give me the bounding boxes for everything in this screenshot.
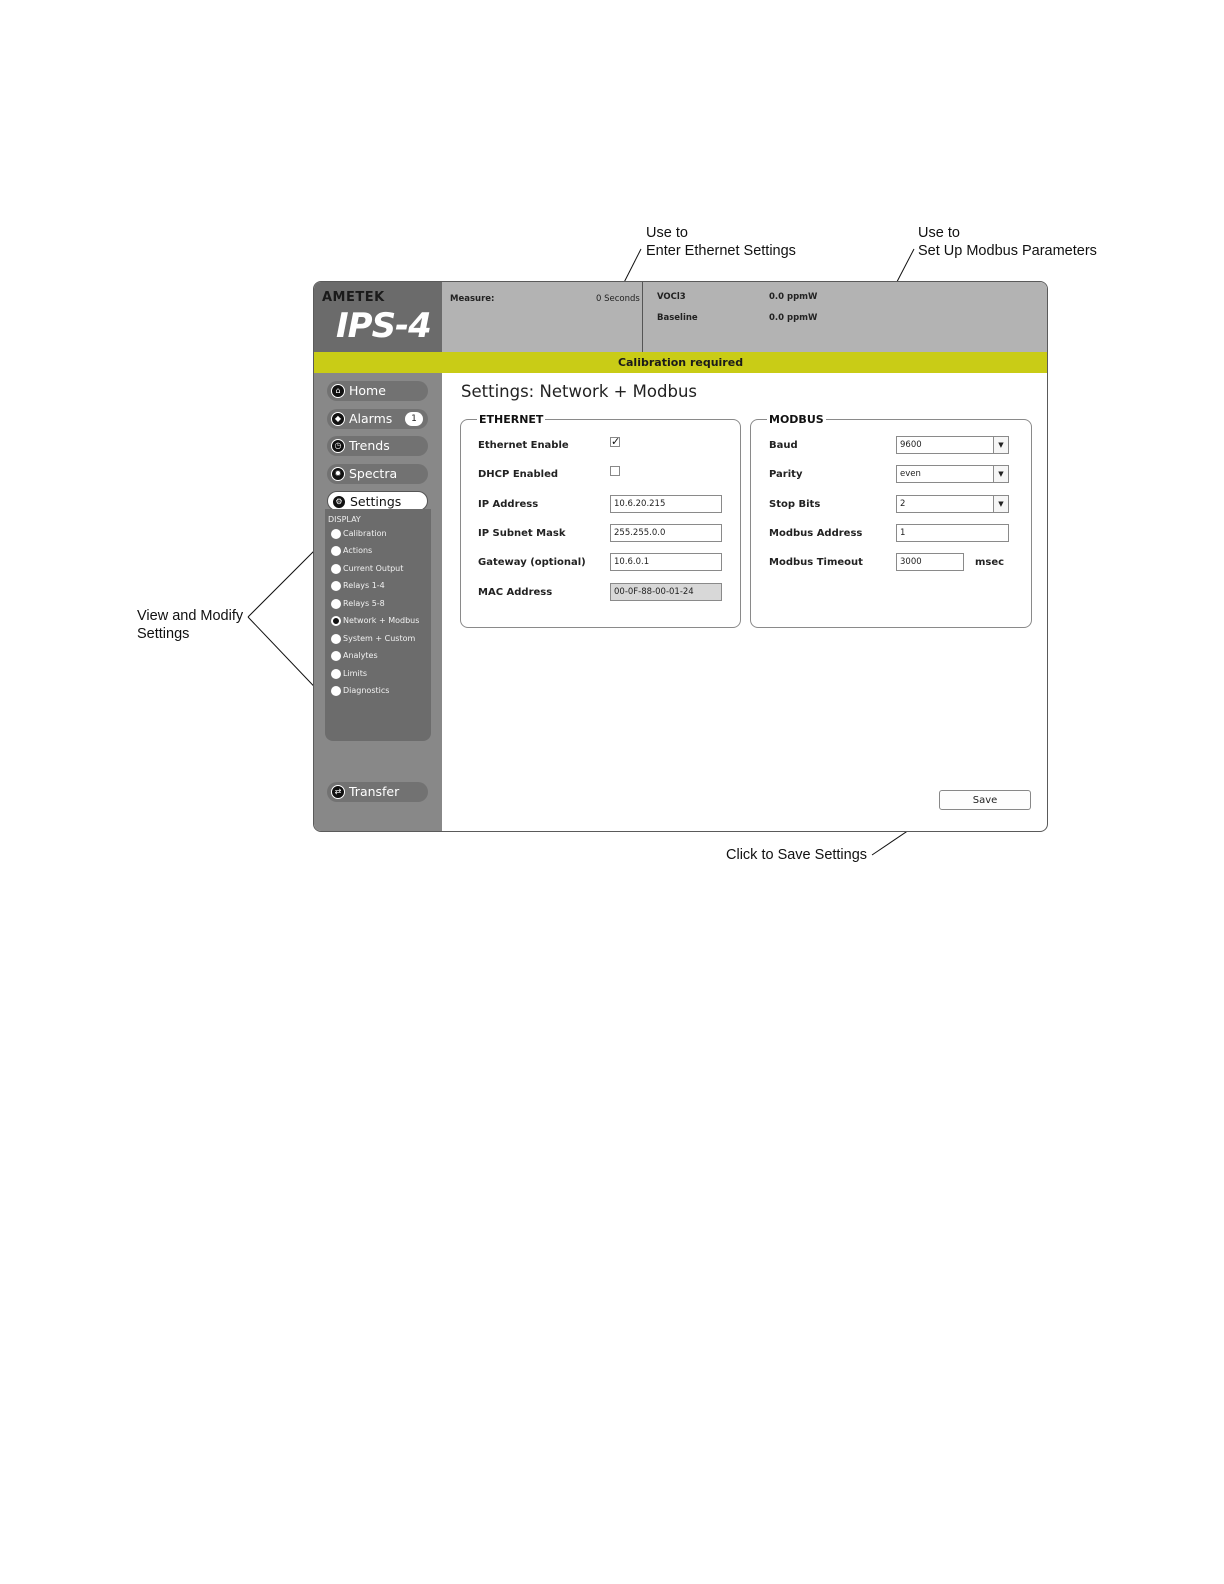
mac-address-label: MAC Address xyxy=(478,587,553,598)
callout-ethernet xyxy=(646,224,796,260)
baud-label: Baud xyxy=(769,440,798,451)
transfer-arrows-icon: ⇄ xyxy=(331,785,345,799)
analyte1-value: 0.0 ppmW xyxy=(769,292,818,302)
home-icon: ⌂ xyxy=(331,384,345,398)
nav-settings-label: Settings xyxy=(350,494,402,509)
nav-transfer-label: Transfer xyxy=(349,784,400,799)
modbus-address-label: Modbus Address xyxy=(769,528,863,539)
sidebar xyxy=(314,373,442,831)
callout-view-modify xyxy=(137,607,243,643)
ip-address-label: IP Address xyxy=(478,499,539,510)
dhcp-enabled-checkbox[interactable] xyxy=(610,466,620,476)
submenu-relays-5-8-label: Relays 5-8 xyxy=(343,599,385,608)
product-logo: IPS-4 xyxy=(336,306,431,346)
display-submenu-title: DISPLAY xyxy=(328,515,361,524)
nav-settings-button[interactable] xyxy=(327,491,428,511)
callout-modbus xyxy=(918,224,1097,260)
status-header xyxy=(442,282,1047,352)
radio-dot-icon xyxy=(331,581,341,591)
gateway-label: Gateway (optional) xyxy=(478,557,586,568)
submenu-relays-1-4-label: Relays 1-4 xyxy=(343,581,385,590)
ip-address-input[interactable]: 10.6.20.215 xyxy=(610,495,722,513)
submenu-analytes-label: Analytes xyxy=(343,651,378,660)
radio-dot-icon xyxy=(331,564,341,574)
analyte1-label: VOCl3 xyxy=(657,292,686,302)
nav-home-button[interactable] xyxy=(327,381,428,401)
submenu-limits-label: Limits xyxy=(343,669,367,678)
measure-label: Measure: xyxy=(450,294,495,304)
calibration-banner: Calibration required xyxy=(314,352,1047,373)
parity-value: even xyxy=(900,469,921,479)
callout-ethernet-line1: Use to xyxy=(646,225,688,241)
alarm-count-badge: 1 xyxy=(405,412,423,426)
nav-spectra-label: Spectra xyxy=(349,466,398,481)
ethernet-enable-label: Ethernet Enable xyxy=(478,440,569,451)
subnet-mask-label: IP Subnet Mask xyxy=(478,528,566,539)
radio-dot-icon xyxy=(331,669,341,679)
page-title: Settings: Network + Modbus xyxy=(461,382,698,401)
nav-alarms-button[interactable] xyxy=(327,409,428,429)
dhcp-enabled-label: DHCP Enabled xyxy=(478,469,559,480)
stop-bits-select[interactable] xyxy=(896,495,1009,513)
mac-address-field: 00-0F-88-00-01-24 xyxy=(610,583,722,601)
clock-icon: ◷ xyxy=(331,439,345,453)
callout-modbus-line1: Use to xyxy=(918,225,960,241)
stop-bits-label: Stop Bits xyxy=(769,499,821,510)
logo-area xyxy=(314,282,442,352)
app-window xyxy=(313,281,1048,832)
submenu-diagnostics-label: Diagnostics xyxy=(343,686,390,695)
ethernet-enable-checkbox[interactable]: ✓ xyxy=(611,435,621,448)
chevron-down-icon[interactable]: ▼ xyxy=(993,437,1008,453)
subnet-mask-input[interactable]: 255.255.0.0 xyxy=(610,524,722,542)
nav-alarms-label: Alarms xyxy=(349,411,393,426)
modbus-address-input[interactable]: 1 xyxy=(896,524,1009,542)
submenu-current-output-label: Current Output xyxy=(343,564,404,573)
analyte2-value: 0.0 ppmW xyxy=(769,313,818,323)
spectra-sun-icon: ✹ xyxy=(331,467,345,481)
nav-trends-label: Trends xyxy=(349,438,390,453)
modbus-legend: MODBUS xyxy=(769,413,824,426)
save-button[interactable]: Save xyxy=(939,790,1031,810)
nav-transfer-button[interactable] xyxy=(327,782,428,802)
radio-dot-icon xyxy=(331,599,341,609)
callout-modbus-line2: Set Up Modbus Parameters xyxy=(918,243,1097,259)
chevron-down-icon[interactable]: ▼ xyxy=(993,466,1008,482)
timeout-unit: msec xyxy=(975,557,1005,568)
brand-logo: AMETEK xyxy=(322,290,385,305)
callout-save: Click to Save Settings xyxy=(726,847,868,863)
radio-dot-icon xyxy=(331,686,341,696)
nav-trends-button[interactable] xyxy=(327,436,428,456)
stop-bits-value: 2 xyxy=(900,499,906,509)
parity-label: Parity xyxy=(769,469,803,480)
submenu-actions-label: Actions xyxy=(343,546,373,555)
radio-dot-icon xyxy=(331,651,341,661)
modbus-timeout-input[interactable]: 3000 xyxy=(896,553,964,571)
chevron-down-icon[interactable]: ▼ xyxy=(993,496,1008,512)
callout-view-line2: Settings xyxy=(137,626,190,642)
submenu-network-modbus-label: Network + Modbus xyxy=(343,616,420,625)
callout-ethernet-line2: Enter Ethernet Settings xyxy=(646,243,796,259)
submenu-system-custom-label: System + Custom xyxy=(343,634,416,643)
nav-home-label: Home xyxy=(349,383,386,398)
baud-select[interactable] xyxy=(896,436,1009,454)
modbus-timeout-label: Modbus Timeout xyxy=(769,557,863,568)
ethernet-legend: ETHERNET xyxy=(479,413,544,426)
baud-value: 9600 xyxy=(900,440,922,450)
radio-selected-icon xyxy=(331,616,341,626)
nav-spectra-button[interactable] xyxy=(327,464,428,484)
gateway-input[interactable]: 10.6.0.1 xyxy=(610,553,722,571)
display-submenu xyxy=(325,509,431,741)
gear-icon: ⚙ xyxy=(332,495,346,509)
header-divider xyxy=(642,282,643,352)
parity-select[interactable] xyxy=(896,465,1009,483)
alarm-bell-icon: ◆ xyxy=(331,412,345,426)
analyte2-label: Baseline xyxy=(657,313,698,323)
submenu-calibration-label: Calibration xyxy=(343,529,387,538)
radio-dot-icon xyxy=(331,634,341,644)
measure-value: 0 Seconds xyxy=(596,294,640,304)
callout-view-line1: View and Modify xyxy=(137,608,244,624)
radio-dot-icon xyxy=(331,546,341,556)
radio-dot-icon xyxy=(331,529,341,539)
